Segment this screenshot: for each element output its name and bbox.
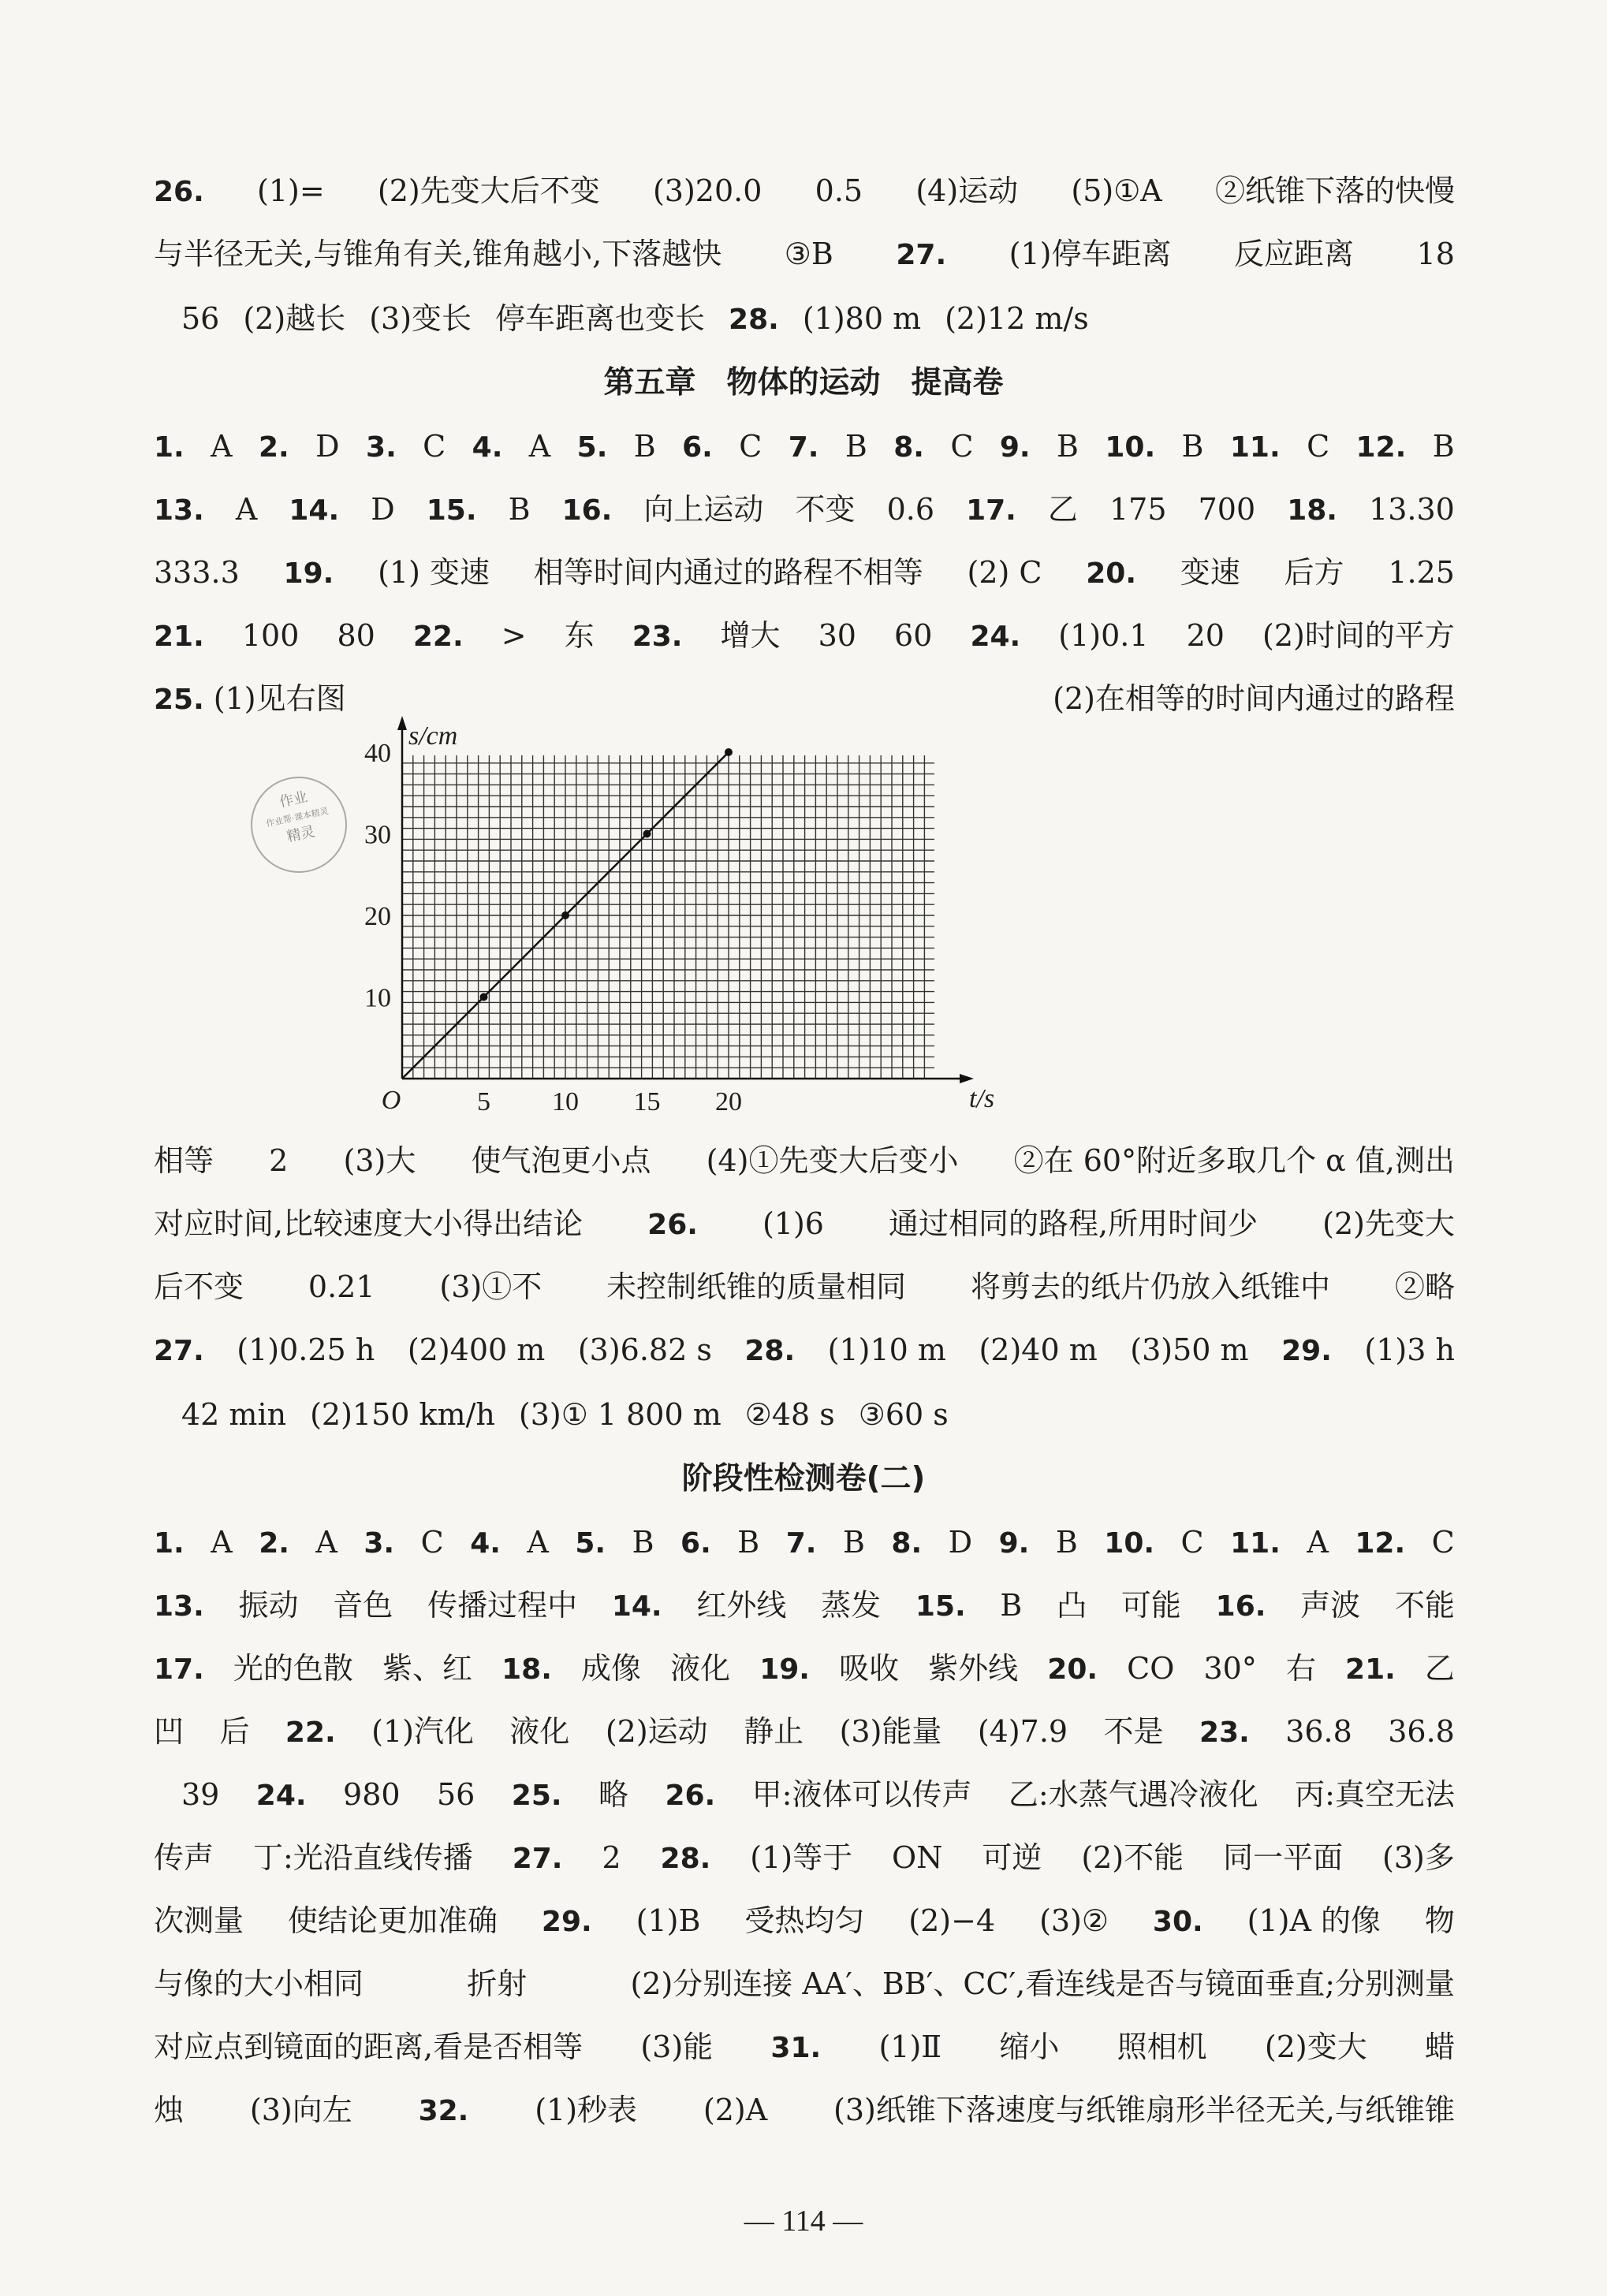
- answer-line: [154, 1839, 1455, 1878]
- answer-token: A: [211, 1525, 233, 1560]
- answer-line: [181, 300, 1482, 339]
- q25-part2: [997, 680, 1455, 718]
- answer-token: 0.21: [308, 1269, 375, 1304]
- question-number: 6.: [682, 431, 713, 464]
- answer-token: (1)停车距离: [1009, 237, 1172, 271]
- question-number: 27.: [896, 239, 947, 271]
- answer-token: C: [420, 1525, 444, 1560]
- answer-token: (2)40 m: [979, 1332, 1098, 1367]
- answer-line: [154, 1523, 1455, 1563]
- answer-token: C: [739, 429, 762, 464]
- answer-token: 将剪去的纸片仍放入纸锥中: [971, 1269, 1331, 1304]
- question-number: 13.: [154, 494, 204, 527]
- question-number: 32.: [418, 2095, 469, 2127]
- answer-token: 可逆: [982, 1840, 1042, 1875]
- question-number: 28.: [744, 1335, 796, 1367]
- answer-token: 乙: [1047, 492, 1078, 527]
- question-number: 8.: [891, 1527, 923, 1560]
- answer-token: 蒸发: [821, 1588, 882, 1623]
- answer-line: [154, 172, 1455, 211]
- answer-token: 56: [436, 1777, 475, 1812]
- answer-token: 传声: [154, 1840, 214, 1875]
- answer-token: 80: [337, 618, 375, 653]
- answer-token: (1)=: [257, 173, 325, 208]
- answer-token: ②在 60°附近多取几个 α 值,测出: [1013, 1143, 1455, 1178]
- answer-token: (1)A 的像: [1247, 1903, 1381, 1938]
- question-number: 15.: [915, 1590, 966, 1623]
- question-number: 16.: [1215, 1590, 1266, 1623]
- answer-token: (3)向左: [249, 2093, 352, 2127]
- data-point: [480, 993, 488, 1001]
- answer-token: 乙:水蒸气遇冷液化: [1008, 1777, 1258, 1812]
- answer-token: C: [423, 429, 446, 464]
- question-number: 9.: [998, 1527, 1030, 1560]
- answer-token: 变速: [1180, 555, 1240, 590]
- answer-line: [181, 1776, 1455, 1815]
- question-number: 27.: [154, 1335, 204, 1367]
- answer-line: [154, 1142, 1455, 1180]
- answer-token: (2) C: [967, 555, 1042, 590]
- answer-token: 相等时间内通过的路程不相等: [533, 555, 923, 590]
- question-number: 10.: [1104, 1527, 1155, 1560]
- section-heading: 阶段性检测卷(二): [681, 1461, 926, 1496]
- answer-line: [154, 235, 1455, 274]
- answer-token: B: [845, 429, 867, 464]
- answer-token: 30°: [1203, 1651, 1257, 1686]
- answer-token: 凸: [1057, 1588, 1087, 1623]
- question-number: 17.: [154, 1653, 204, 1686]
- question-number: 1.: [154, 1527, 185, 1560]
- answer-token: 相等: [154, 1143, 214, 1178]
- answer-token: 缩小: [999, 2030, 1060, 2064]
- answer-token: 700: [1198, 492, 1256, 527]
- answer-token: 东: [564, 618, 595, 653]
- answer-token: B: [1055, 1525, 1078, 1560]
- answer-token: 声波: [1300, 1588, 1361, 1623]
- answer-token: (2)12 m/s: [945, 301, 1089, 336]
- answer-token: A: [1307, 1525, 1329, 1560]
- answer-token: 2: [602, 1840, 621, 1875]
- answer-token: 100: [241, 618, 300, 653]
- answer-token: (1)6: [762, 1206, 824, 1241]
- answer-line: [154, 617, 1455, 656]
- question-number: 11.: [1230, 1527, 1281, 1560]
- answer-token: (1)3 h: [1364, 1332, 1455, 1367]
- question-number: 5.: [575, 1527, 606, 1560]
- answer-token: 后方: [1284, 555, 1344, 590]
- answer-line: [154, 2091, 1455, 2130]
- answer-token: 与半径无关,与锥角有关,锥角越小,下落越快: [154, 237, 722, 271]
- answer-token: 42 min: [181, 1397, 287, 1432]
- y-tick-label: 20: [364, 902, 391, 931]
- question-number: 5.: [576, 431, 608, 464]
- answer-token: B: [1000, 1588, 1023, 1623]
- answer-token: 蜡: [1424, 2030, 1455, 2064]
- answer-token: 后不变: [154, 1269, 244, 1304]
- y-tick-label: 10: [364, 983, 391, 1013]
- answer-token: 175: [1109, 492, 1167, 527]
- answer-token: (3)50 m: [1130, 1332, 1249, 1367]
- x-tick-label: 15: [633, 1087, 661, 1116]
- answer-token: (1)秒表: [535, 2093, 638, 2127]
- y-tick-label: 30: [364, 820, 391, 850]
- answer-token: (2)400 m: [407, 1332, 546, 1367]
- answer-token: 使结论更加准确: [287, 1903, 498, 1938]
- answer-token: C: [1431, 1525, 1455, 1560]
- x-axis-label: t/s: [968, 1084, 995, 1113]
- question-number: 29.: [541, 1906, 592, 1938]
- answer-line: [154, 1268, 1455, 1306]
- page-number: — 114 —: [744, 2205, 863, 2238]
- answer-token: 0.5: [815, 173, 863, 208]
- answer-token: B: [632, 1525, 654, 1560]
- question-number: 12.: [1355, 1527, 1406, 1560]
- answer-token: 物: [1424, 1903, 1455, 1938]
- answer-token: 333.3: [154, 555, 240, 590]
- answer-line: [154, 1649, 1455, 1689]
- answer-token: (3)能量: [839, 1714, 942, 1749]
- answer-token: (4)7.9: [977, 1714, 1068, 1749]
- answer-token: ②略: [1394, 1269, 1455, 1304]
- answer-token: 对应时间,比较速度大小得出结论: [154, 1206, 584, 1241]
- y-axis-arrow: [397, 716, 407, 730]
- answer-token: 折射: [467, 1966, 528, 2001]
- answer-token: 乙: [1424, 1651, 1455, 1686]
- question-number: 27.: [512, 1843, 563, 1875]
- question-number: 30.: [1152, 1906, 1203, 1938]
- question-number: 26.: [665, 1780, 716, 1812]
- answer-token: 56: [181, 301, 220, 336]
- answer-token: 13.30: [1369, 492, 1455, 527]
- answer-token: (3)20.0: [652, 173, 762, 208]
- answer-token: 照相机: [1117, 2030, 1207, 2064]
- answer-token: 右: [1285, 1651, 1316, 1686]
- answer-token: 39: [181, 1777, 220, 1812]
- question-number: 1.: [154, 431, 185, 464]
- answer-token: 不变: [795, 492, 856, 527]
- stamp-line-2: 作业帮·课本精灵: [265, 805, 330, 829]
- answer-token: 烛: [154, 2093, 185, 2127]
- origin-label: O: [381, 1086, 401, 1115]
- y-axis-label: s/cm: [408, 721, 458, 751]
- answer-token: 不能: [1394, 1588, 1455, 1623]
- question-number: 2.: [259, 1527, 289, 1560]
- answer-token: A: [235, 492, 258, 527]
- answer-token: (3)多: [1382, 1840, 1455, 1875]
- answer-token: 吸收: [839, 1651, 900, 1686]
- answer-token: (2)先变大: [1322, 1206, 1455, 1241]
- answer-token: 不是: [1103, 1714, 1164, 1749]
- answer-token: (1)Ⅱ: [878, 2030, 942, 2064]
- question-number: 13.: [154, 1590, 204, 1623]
- answer-token: C: [1307, 429, 1330, 464]
- answer-token: (3)纸锥下落速度与纸锥扇形半径无关,与纸锥锥: [833, 2093, 1455, 2127]
- answer-token: B: [633, 429, 656, 464]
- answer-token: 60: [894, 618, 933, 653]
- question-number: 19.: [283, 557, 334, 590]
- answer-token: (2)150 km/h: [310, 1397, 495, 1432]
- question-number: 28.: [729, 304, 779, 336]
- question-number: 8.: [893, 431, 924, 464]
- answer-token: (1)B: [636, 1903, 701, 1938]
- answer-token: (2)运动: [605, 1714, 708, 1749]
- answer-token: 反应距离: [1234, 237, 1355, 271]
- question-number: 21.: [1345, 1653, 1396, 1686]
- question-number: 23.: [632, 621, 683, 653]
- answer-token: 20: [1186, 618, 1225, 653]
- question-number: 29.: [1281, 1335, 1332, 1367]
- answer-line: [154, 427, 1455, 467]
- question-number: 2.: [259, 431, 289, 464]
- answer-token: 980: [343, 1777, 401, 1812]
- answer-token: (2)越长: [243, 301, 346, 336]
- answer-token: 36.8: [1285, 1714, 1352, 1749]
- question-number: 18.: [1287, 494, 1337, 527]
- answer-token: (2)变大: [1264, 2030, 1367, 2064]
- question-number: 6.: [680, 1527, 711, 1560]
- answer-token: (3)能: [640, 2030, 714, 2064]
- data-point: [561, 911, 569, 919]
- answer-token: 与像的大小相同: [154, 1966, 364, 2001]
- answer-token: 丙:真空无法: [1295, 1777, 1455, 1812]
- answer-token: 同一平面: [1223, 1840, 1344, 1875]
- question-number: 11.: [1229, 431, 1281, 464]
- answer-token: 对应点到镜面的距离,看是否相等: [154, 2030, 584, 2064]
- answer-token: 传播过程中: [427, 1588, 578, 1623]
- answer-token: (4)①先变大后变小: [706, 1143, 959, 1178]
- answer-token: (2)不能: [1081, 1840, 1184, 1875]
- answer-token: D: [371, 492, 395, 527]
- answer-token: (1)等于: [750, 1840, 853, 1875]
- answer-token: 增大: [720, 618, 781, 653]
- answer-token: 丁:光沿直线传播: [252, 1840, 473, 1875]
- q25-part1: (1)见右图: [213, 681, 346, 716]
- answer-token: CO: [1127, 1651, 1175, 1686]
- answer-token: (1)汽化: [371, 1714, 474, 1749]
- answer-line: [154, 1965, 1455, 2003]
- answer-token: A: [211, 429, 233, 464]
- answer-token: ③B: [784, 237, 833, 271]
- question-number: 14.: [289, 494, 340, 527]
- answer-token: 次测量: [154, 1903, 244, 1938]
- answer-token: (5)①A: [1071, 173, 1162, 208]
- question-number: 24.: [970, 621, 1021, 653]
- answer-line: [154, 490, 1455, 530]
- answer-token: B: [1181, 429, 1204, 464]
- question-number: 25.: [511, 1780, 562, 1812]
- x-tick-label: 5: [477, 1087, 490, 1116]
- question-number: 18.: [501, 1653, 552, 1686]
- answer-token: 液化: [670, 1651, 731, 1686]
- question-number: 28.: [660, 1843, 711, 1875]
- answer-token: >: [501, 618, 527, 653]
- answer-token: (3)大: [343, 1143, 416, 1178]
- answer-token: (1)80 m: [802, 301, 922, 336]
- answer-token: 紫外线: [928, 1651, 1019, 1686]
- answer-token: B: [1057, 429, 1079, 464]
- answer-token: 36.8: [1388, 1714, 1455, 1749]
- answer-token: (3)①不: [439, 1269, 543, 1304]
- answer-token: 通过相同的路程,所用时间少: [889, 1206, 1258, 1241]
- answer-token: (2)A: [703, 2093, 768, 2127]
- answer-token: 向上运动: [643, 492, 764, 527]
- question-number: 3.: [366, 431, 397, 464]
- answer-token: 音色: [333, 1588, 393, 1623]
- question-number: 16.: [561, 494, 613, 527]
- x-tick-label: 10: [552, 1087, 579, 1116]
- answer-token: 光的色散: [233, 1651, 353, 1686]
- answer-token: 停车距离也变长: [495, 301, 706, 336]
- data-point: [725, 748, 733, 756]
- question-number: 10.: [1105, 431, 1156, 464]
- answer-token: (2)时间的平方: [1262, 618, 1455, 653]
- answer-token: 未控制纸锥的质量相同: [606, 1269, 907, 1304]
- question-number: 21.: [154, 621, 204, 653]
- answer-token: 18: [1416, 237, 1455, 271]
- q25-part2-text: (2)在相等的时间内通过的路程: [1053, 681, 1455, 716]
- question-number: 14.: [611, 1590, 662, 1623]
- answer-token: 后: [219, 1714, 250, 1749]
- answer-token: C: [1180, 1525, 1204, 1560]
- answer-token: 振动: [238, 1588, 299, 1623]
- question-number: 3.: [364, 1527, 395, 1560]
- answer-token: (4)运动: [915, 173, 1019, 208]
- answer-token: ②纸锥下落的快慢: [1214, 173, 1455, 208]
- answer-token: ON: [892, 1840, 943, 1875]
- question-number: 15.: [426, 494, 477, 527]
- answer-token: 1.25: [1388, 555, 1455, 590]
- question-number: 22.: [412, 621, 464, 653]
- x-axis-arrow: [960, 1074, 974, 1083]
- watermark-stamp: [242, 768, 356, 882]
- answer-token: 红外线: [696, 1588, 787, 1623]
- answer-token: 凹: [154, 1714, 185, 1749]
- question-number: 31.: [770, 2032, 822, 2064]
- answer-token: (3)②: [1039, 1903, 1109, 1938]
- question-number: 12.: [1355, 431, 1407, 464]
- answer-token: B: [842, 1525, 865, 1560]
- answer-token: 静止: [744, 1714, 804, 1749]
- answer-token: (1) 变速: [378, 555, 490, 590]
- question-number: 25.: [154, 684, 204, 716]
- answer-token: D: [948, 1525, 973, 1560]
- question-number: 26.: [647, 1209, 698, 1241]
- stamp-line-1: 作业: [278, 788, 310, 811]
- answer-token: ③60 s: [858, 1397, 949, 1432]
- question-number: 9.: [999, 431, 1031, 464]
- answer-token: B: [508, 492, 531, 527]
- answer-line: [154, 1902, 1455, 1941]
- answer-token: 2: [269, 1143, 289, 1178]
- answer-line: [154, 1586, 1455, 1626]
- question-number: 22.: [285, 1716, 336, 1749]
- answer-token: 紫、红: [382, 1651, 472, 1686]
- answer-token: (2)−4: [908, 1903, 996, 1938]
- question-number: 4.: [470, 1527, 501, 1560]
- answer-token: (3)6.82 s: [577, 1332, 712, 1367]
- y-tick-label: 40: [364, 739, 391, 768]
- answer-token: 可能: [1120, 1588, 1181, 1623]
- question-number: 7.: [785, 1527, 817, 1560]
- question-number: 7.: [788, 431, 819, 464]
- answer-token: C: [950, 429, 974, 464]
- answer-token: 使气泡更小点: [471, 1143, 651, 1178]
- answer-token: 成像: [580, 1651, 641, 1686]
- question-number: 20.: [1086, 557, 1137, 590]
- answer-token: B: [737, 1525, 760, 1560]
- s-t-graph: [364, 686, 995, 1128]
- answer-token: A: [528, 429, 551, 464]
- answer-token: (2)分别连接 AA′、BB′、CC′,看连线是否与镜面垂直;分别测量: [630, 1966, 1455, 2001]
- answer-token: (3)变长: [369, 301, 472, 336]
- question-number: 19.: [759, 1653, 810, 1686]
- answer-token: (1)10 m: [827, 1332, 946, 1367]
- answer-line: [154, 1331, 1455, 1370]
- answer-line: [181, 1396, 1482, 1433]
- answer-line: [154, 1205, 1455, 1244]
- answer-token: ②48 s: [744, 1397, 835, 1432]
- x-tick-label: 20: [715, 1087, 742, 1116]
- answer-token: (3)① 1 800 m: [518, 1397, 721, 1432]
- answer-token: (1)0.25 h: [237, 1332, 375, 1367]
- question-number: 4.: [472, 431, 503, 464]
- section-heading: 第五章 物体的运动 提高卷: [603, 365, 1004, 401]
- answer-token: 30: [818, 618, 856, 653]
- question-number: 26.: [154, 176, 204, 208]
- answer-line: [154, 554, 1455, 593]
- question-number: 23.: [1199, 1716, 1250, 1749]
- question-number: 24.: [255, 1780, 307, 1812]
- answer-token: A: [527, 1525, 549, 1560]
- answer-token: 液化: [509, 1714, 570, 1749]
- stamp-line-3: 精灵: [285, 823, 317, 846]
- answer-token: 受热均匀: [744, 1903, 865, 1938]
- answer-token: B: [1432, 429, 1455, 464]
- answer-token: 甲:液体可以传声: [751, 1777, 972, 1812]
- answer-line: [154, 1713, 1455, 1752]
- question-number: 20.: [1047, 1653, 1098, 1686]
- data-point: [643, 830, 651, 838]
- answer-token: (2)先变大后不变: [377, 173, 600, 208]
- answer-line: [154, 2028, 1455, 2067]
- answer-token: 略: [598, 1777, 629, 1812]
- question-number: 17.: [966, 494, 1016, 527]
- answer-token: D: [315, 429, 340, 464]
- answer-token: (1)0.1: [1058, 618, 1149, 653]
- answer-token: 0.6: [886, 492, 935, 527]
- answer-token: A: [315, 1525, 337, 1560]
